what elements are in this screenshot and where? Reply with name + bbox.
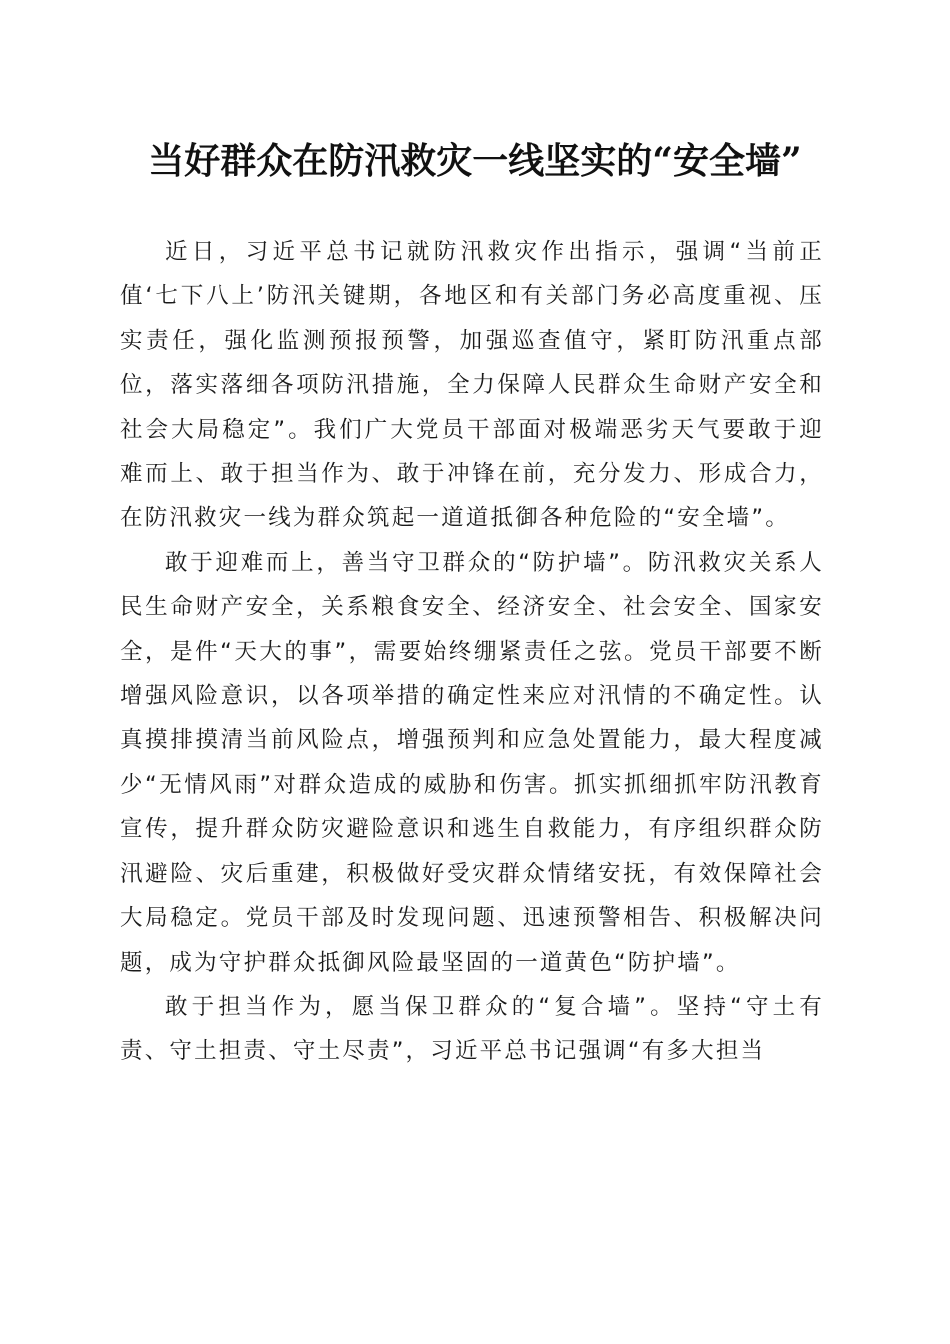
- document-body: [120, 230, 824, 1074]
- paragraph-3: 敢于担当作为，愿当保卫群众的“复合墙”。坚持“守土有责、守土担责、守土尽责”，习近平总书记强调“有多大担当: [120, 993, 824, 1065]
- paragraph-1: 近日，习近平总书记就防汛救灾作出指示，强调“当前正值‘七下八上’防汛关键期，各地区和有关部门务必高度重视、压实责任，强化监测预报预警，加强巡查值守，紧盯防汛重点部位，落实落细各项防汛措施，全力保障人民群众生命财产安全和社会大局稳定”。我们广大党员干部面对极端恶劣天气要敢于迎难而上、敢于担当作为、敢于冲锋在前，充分发力、形成合力，在防汛救灾一线为群众筑起一道道抵御各种危险的“安全墙”。: [120, 239, 824, 532]
- paragraph-2: 敢于迎难而上，善当守卫群众的“防护墙”。防汛救灾关系人民生命财产安全，关系粮食安全、经济安全、社会安全、国家安全，是件“天大的事”，需要始终绷紧责任之弦。党员干部要不断增强风险意识，以各项举措的确定性来应对汛情的不确定性。认真摸排摸清当前风险点，增强预判和应急处置能力，最大程度减少“无情风雨”对群众造成的威胁和伤害。抓实抓细抓牢防汛教育宣传，提升群众防灾避险意识和逃生自救能力，有序组织群众防汛避险、灾后重建，积极做好受灾群众情绪安抚，有效保障社会大局稳定。党员干部及时发现问题、迅速预警相告、积极解决问题，成为守护群众抵御风险最坚固的一道黄色“防护墙”。: [120, 549, 824, 976]
- document-title: 当好群众在防汛救灾一线坚实的“安全墙”: [148, 140, 802, 182]
